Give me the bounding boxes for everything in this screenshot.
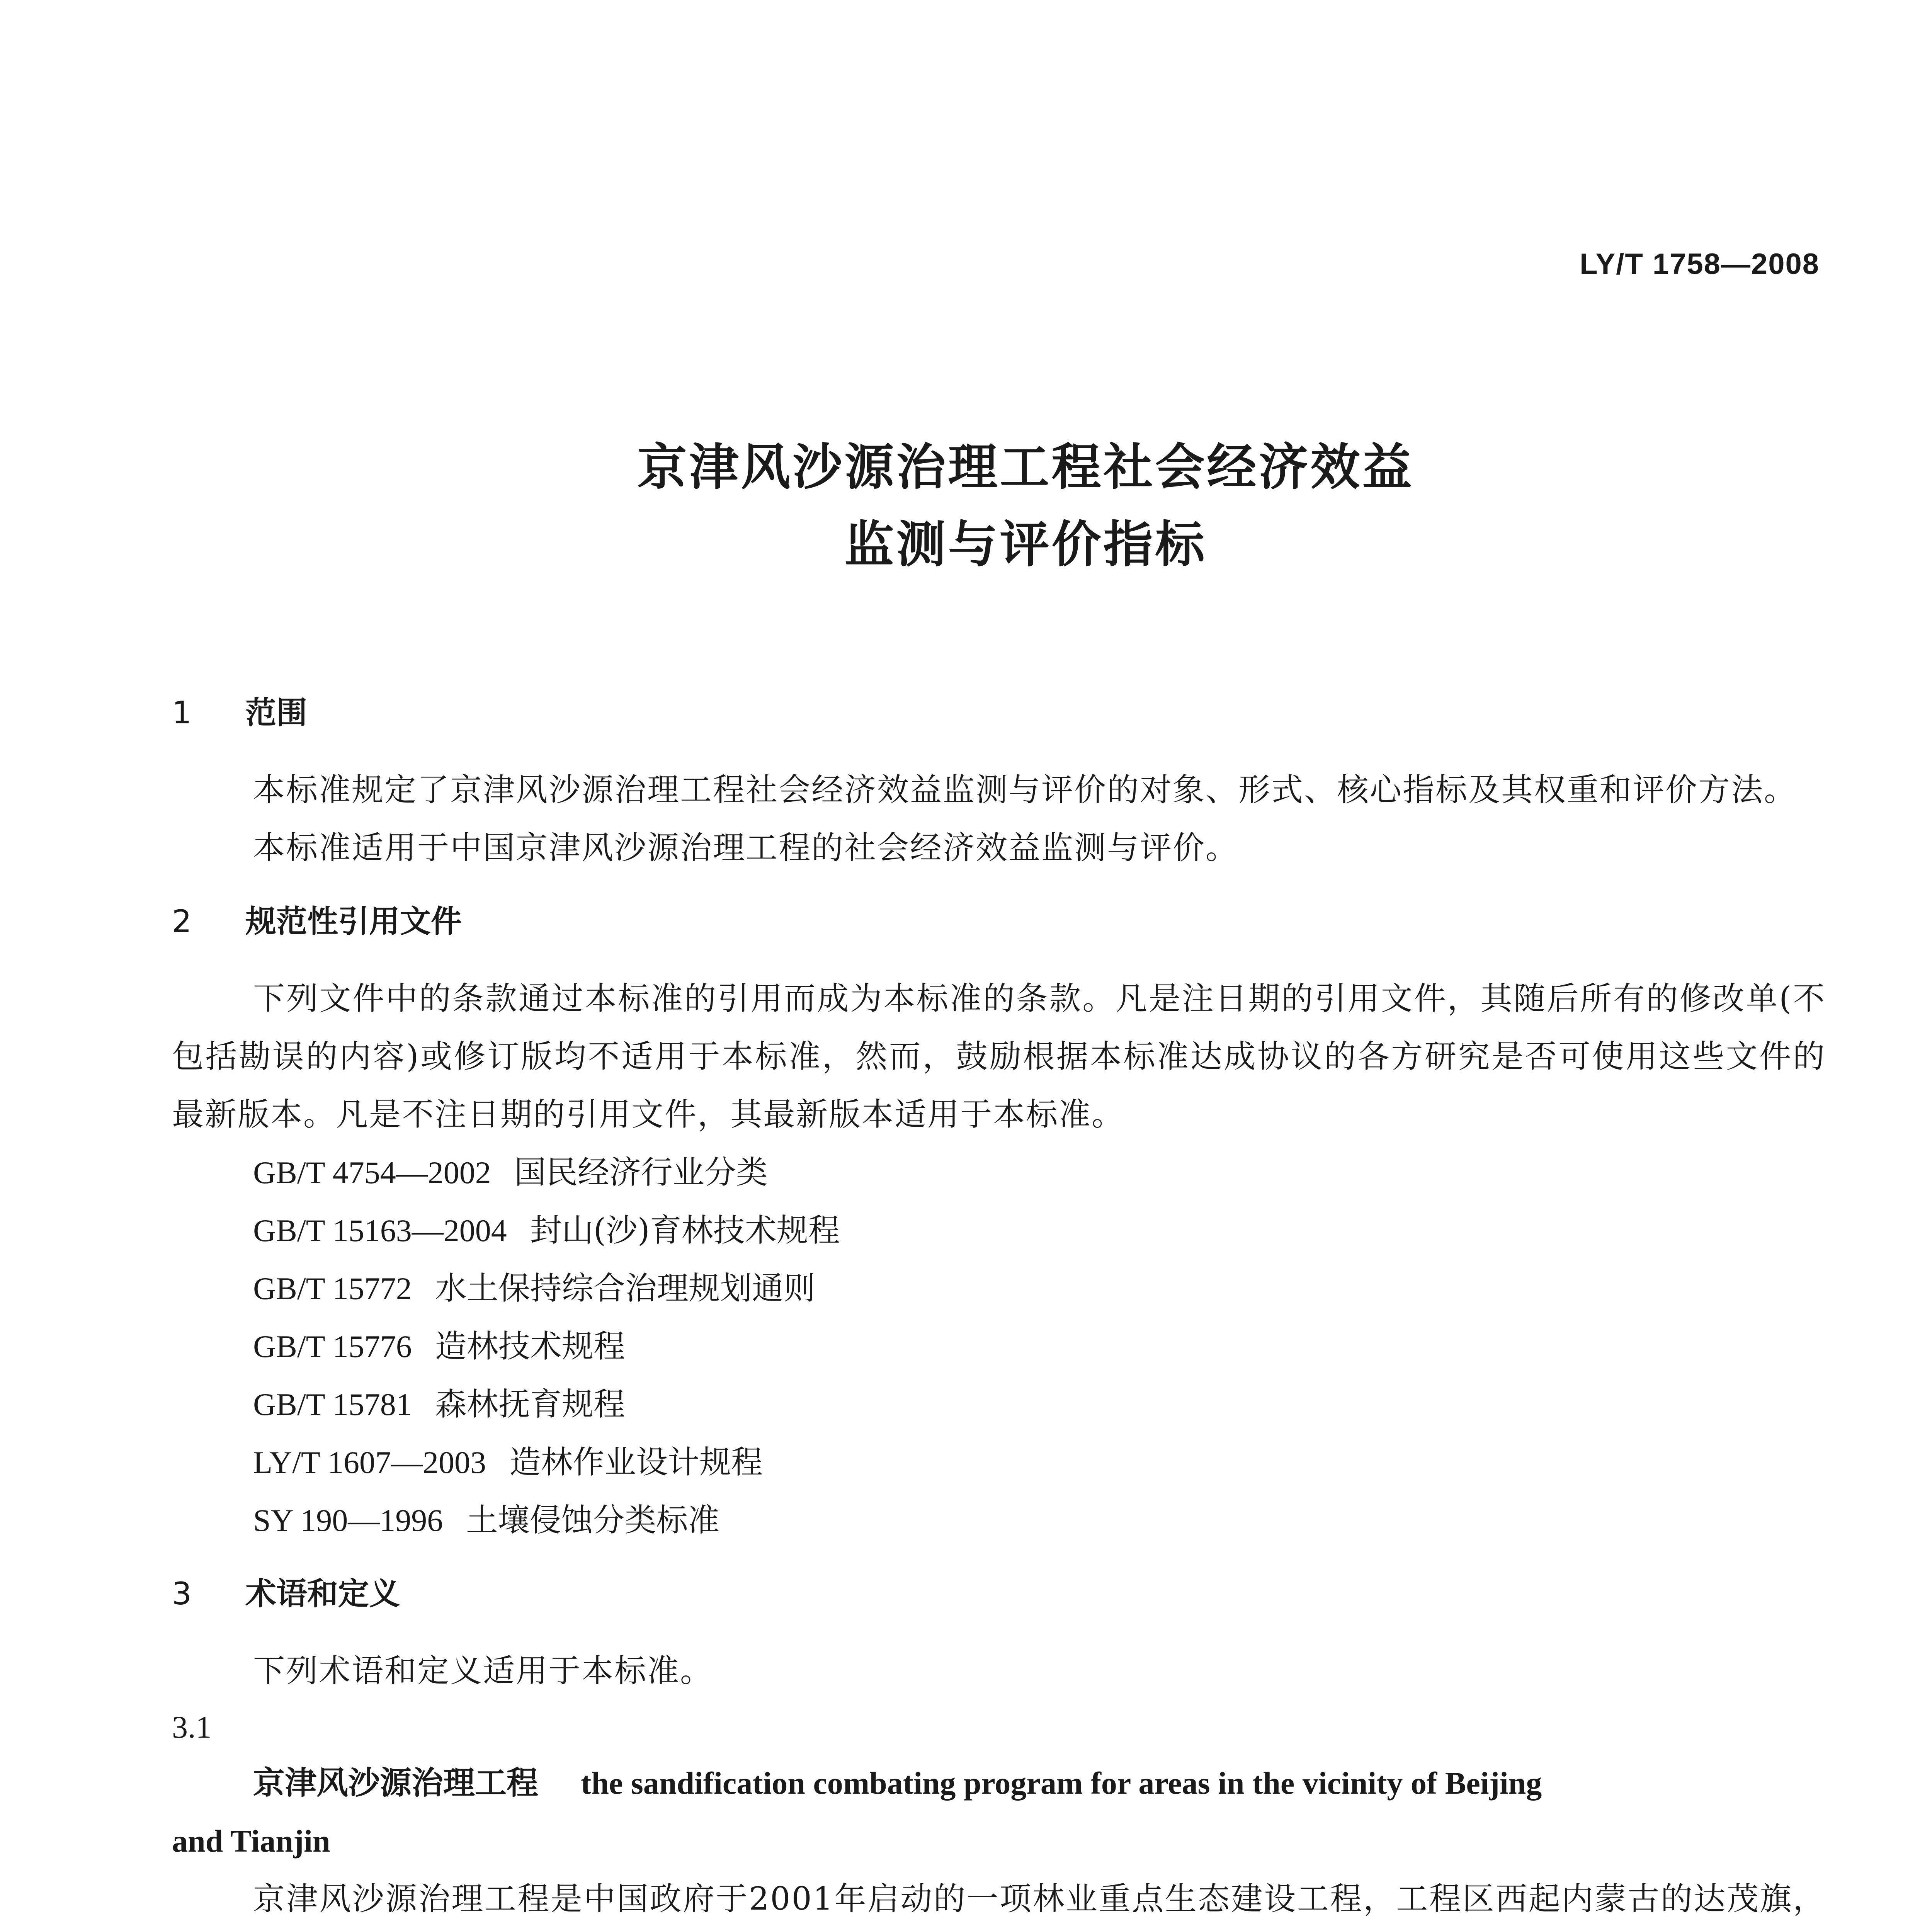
scope-paragraph-2: 本标准适用于中国京津风沙源治理工程的社会经济效益监测与评价。 bbox=[253, 830, 1239, 866]
reference-item bbox=[253, 1202, 1826, 1260]
document-body bbox=[172, 672, 1826, 1932]
reference-item bbox=[253, 1434, 1826, 1492]
reference-code: SY 190—1996 bbox=[253, 1503, 443, 1538]
reference-item bbox=[253, 1492, 1826, 1549]
section-heading-normative-references bbox=[172, 893, 1826, 951]
reference-name: 国民经济行业分类 bbox=[514, 1154, 768, 1191]
reference-item bbox=[253, 1260, 1826, 1318]
reference-list bbox=[253, 1144, 1826, 1549]
reference-item bbox=[253, 1144, 1826, 1202]
reference-item bbox=[253, 1318, 1826, 1376]
reference-code: GB/T 15772 bbox=[253, 1271, 412, 1306]
reference-item bbox=[253, 1376, 1826, 1434]
term-definition: 京津风沙源治理工程是中国政府于2001年启动的一项林业重点生态建设工程，工程区西起内蒙古的达茂旗， bbox=[253, 1881, 1826, 1917]
term-number: 3.1 bbox=[172, 1709, 212, 1745]
section-title: 规范性引用文件 bbox=[245, 903, 462, 939]
scope-paragraph-1: 本标准规定了京津风沙源治理工程社会经济效益监测与评价的对象、形式、核心指标及其权重和评价方法。 bbox=[253, 772, 1797, 808]
term-chinese: 京津风沙源治理工程 bbox=[253, 1765, 539, 1801]
reference-name: 土壤侵蚀分类标准 bbox=[466, 1502, 720, 1539]
reference-code: GB/T 15163—2004 bbox=[253, 1213, 507, 1248]
reference-code: GB/T 15781 bbox=[253, 1387, 412, 1422]
reference-name: 水土保持综合治理规划通则 bbox=[435, 1270, 815, 1307]
references-intro: 下列文件中的条款通过本标准的引用而成为本标准的条款。凡是注日期的引用文件，其随后所有的修改单(不包括勘误的内容)或修订版均不适用于本标准，然而，鼓励根据本标准达成协议的各方研究是否可使用这些文件的最新版本。凡是不注日期的引用文件，其最新版本适用于本标准。 bbox=[172, 980, 1826, 1133]
term-english: the sandification combating program for areas in the vicinity of Beijing bbox=[581, 1765, 1542, 1801]
standard-code: LY/T 1758—2008 bbox=[1580, 248, 1820, 281]
document-title-line2: 监测与评价指标 bbox=[844, 516, 1207, 573]
reference-name: 造林技术规程 bbox=[435, 1328, 625, 1365]
section-heading-scope bbox=[172, 684, 1826, 742]
term-heading bbox=[253, 1754, 1826, 1812]
reference-name: 封山(沙)育林技术规程 bbox=[530, 1212, 840, 1249]
section-title: 范围 bbox=[245, 695, 307, 731]
reference-code: LY/T 1607—2003 bbox=[253, 1445, 486, 1480]
term-english-continued: and Tianjin bbox=[172, 1823, 330, 1859]
reference-name: 造林作业设计规程 bbox=[509, 1444, 763, 1481]
reference-name: 森林抚育规程 bbox=[435, 1386, 625, 1423]
reference-code: GB/T 15776 bbox=[253, 1329, 412, 1364]
section-number: 3 bbox=[172, 1576, 192, 1612]
section-heading-terms bbox=[172, 1565, 1826, 1623]
document-title-line1: 京津风沙源治理工程社会经济效益 bbox=[637, 439, 1414, 496]
section-title: 术语和定义 bbox=[245, 1576, 400, 1612]
section-number: 1 bbox=[172, 695, 192, 731]
terms-intro: 下列术语和定义适用于本标准。 bbox=[253, 1653, 713, 1689]
reference-code: GB/T 4754—2002 bbox=[253, 1155, 491, 1190]
section-number: 2 bbox=[172, 903, 192, 939]
